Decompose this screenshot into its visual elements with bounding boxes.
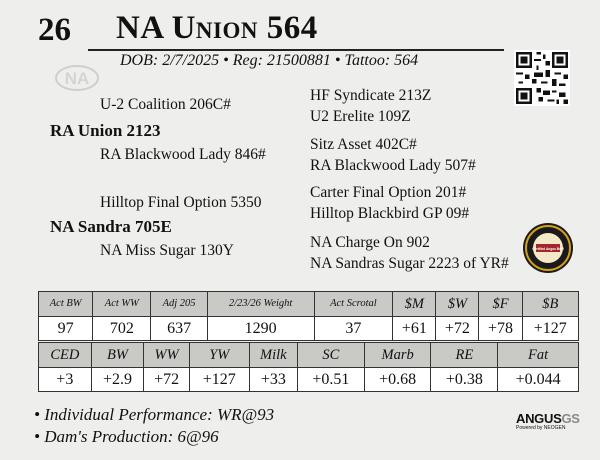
animal-name-number: 564 [266,10,318,46]
table1-header-6: $M [393,292,436,317]
pedigree-sire: RA Union 2123 [50,121,161,140]
table2-header-6: SC [298,343,365,368]
na-logo-icon [54,64,100,92]
performance-table [38,291,579,341]
table1-header-1: Act BW [39,292,93,317]
seal-text: Certified Angus Beef [532,247,564,251]
table1-value-9: +127 [522,317,578,341]
table1-value-1: 97 [39,317,93,341]
lot-number: 26 [38,12,71,48]
pedigree-dam-dam: NA Miss Sugar 130Y [100,242,234,259]
table1-header-3: Adj 205 [151,292,207,317]
table1-value-7: +72 [436,317,479,341]
table1-value-2: 702 [93,317,151,341]
table2-header-4: YW [189,343,249,368]
pedigree-sire-dam: RA Blackwood Lady 846# [100,146,266,163]
pedigree-col2-7: NA Charge On 902 [310,234,430,251]
table2-header-7: Marb [364,343,431,368]
table1-header-7: $W [436,292,479,317]
table1-value-8: +78 [479,317,522,341]
table2-header-3: WW [144,343,190,368]
angus-brand-tagline: Powered by NEOGEN [516,425,566,431]
table2-header-5: Milk [249,343,297,368]
table1-value-5: 37 [314,317,393,341]
pedigree-col2-4: RA Blackwood Lady 507# [310,157,476,174]
table2-value-8: +0.38 [431,368,498,392]
table2-value-7: +0.68 [364,368,431,392]
na-logo-text: NA [64,69,90,88]
table2-header-2: BW [91,343,144,368]
table1-header-5: Act Scrotal [314,292,393,317]
pedigree-sire-sire: U-2 Coalition 206C# [100,96,231,113]
certified-angus-beef-seal-icon [522,222,574,274]
table1-value-3: 637 [151,317,207,341]
pedigree-col2-3: Sitz Asset 402C# [310,136,417,153]
pedigree-col2-8: NA Sandras Sugar 2223 of YR# [310,255,509,272]
individual-performance-text: Individual Performance: WR@93 [44,405,275,424]
table2-value-9: +0.044 [498,368,579,392]
table2-value-6: +0.51 [298,368,365,392]
pedigree-col2-6: Hilltop Blackbird GP 09# [310,205,470,222]
angus-brand-name: ANGUS [516,411,562,426]
animal-name-main: NA Union [116,10,258,46]
table1-header-4: 2/23/26 Weight [207,292,314,317]
epd-table [38,342,579,392]
angus-brand-suffix: GS [561,411,580,426]
pedigree-dam: NA Sandra 705E [50,217,172,236]
table2-value-1: +3 [39,368,92,392]
pedigree-dam-sire: Hilltop Final Option 5350 [100,194,262,211]
pedigree-col2-5: Carter Final Option 201# [310,184,467,201]
individual-performance: • Individual Performance: WR@93 [34,405,275,424]
angus-gs-logo [516,408,580,431]
table2-header-9: Fat [498,343,579,368]
table1-header-8: $F [479,292,522,317]
table2-header-1: CED [39,343,92,368]
dams-production-text: Dam's Production: 6@96 [44,427,219,446]
pedigree-col2-2: U2 Erelite 109Z [310,108,411,125]
table2-value-4: +127 [189,368,249,392]
table1-header-9: $B [522,292,578,317]
qr-code-icon[interactable] [514,50,570,106]
table2-value-2: +2.9 [91,368,144,392]
table1-value-6: +61 [393,317,436,341]
table1-value-4: 1290 [207,317,314,341]
dams-production: • Dam's Production: 6@96 [34,427,219,446]
table1-header-2: Act WW [93,292,151,317]
animal-name [116,10,318,47]
id-line: DOB: 2/7/2025 • Reg: 21500881 • Tattoo: 564 [120,52,419,69]
table2-value-5: +33 [249,368,297,392]
header-rule [88,49,504,51]
table2-header-8: RE [431,343,498,368]
pedigree-col2-1: HF Syndicate 213Z [310,87,432,104]
table2-value-3: +72 [144,368,190,392]
